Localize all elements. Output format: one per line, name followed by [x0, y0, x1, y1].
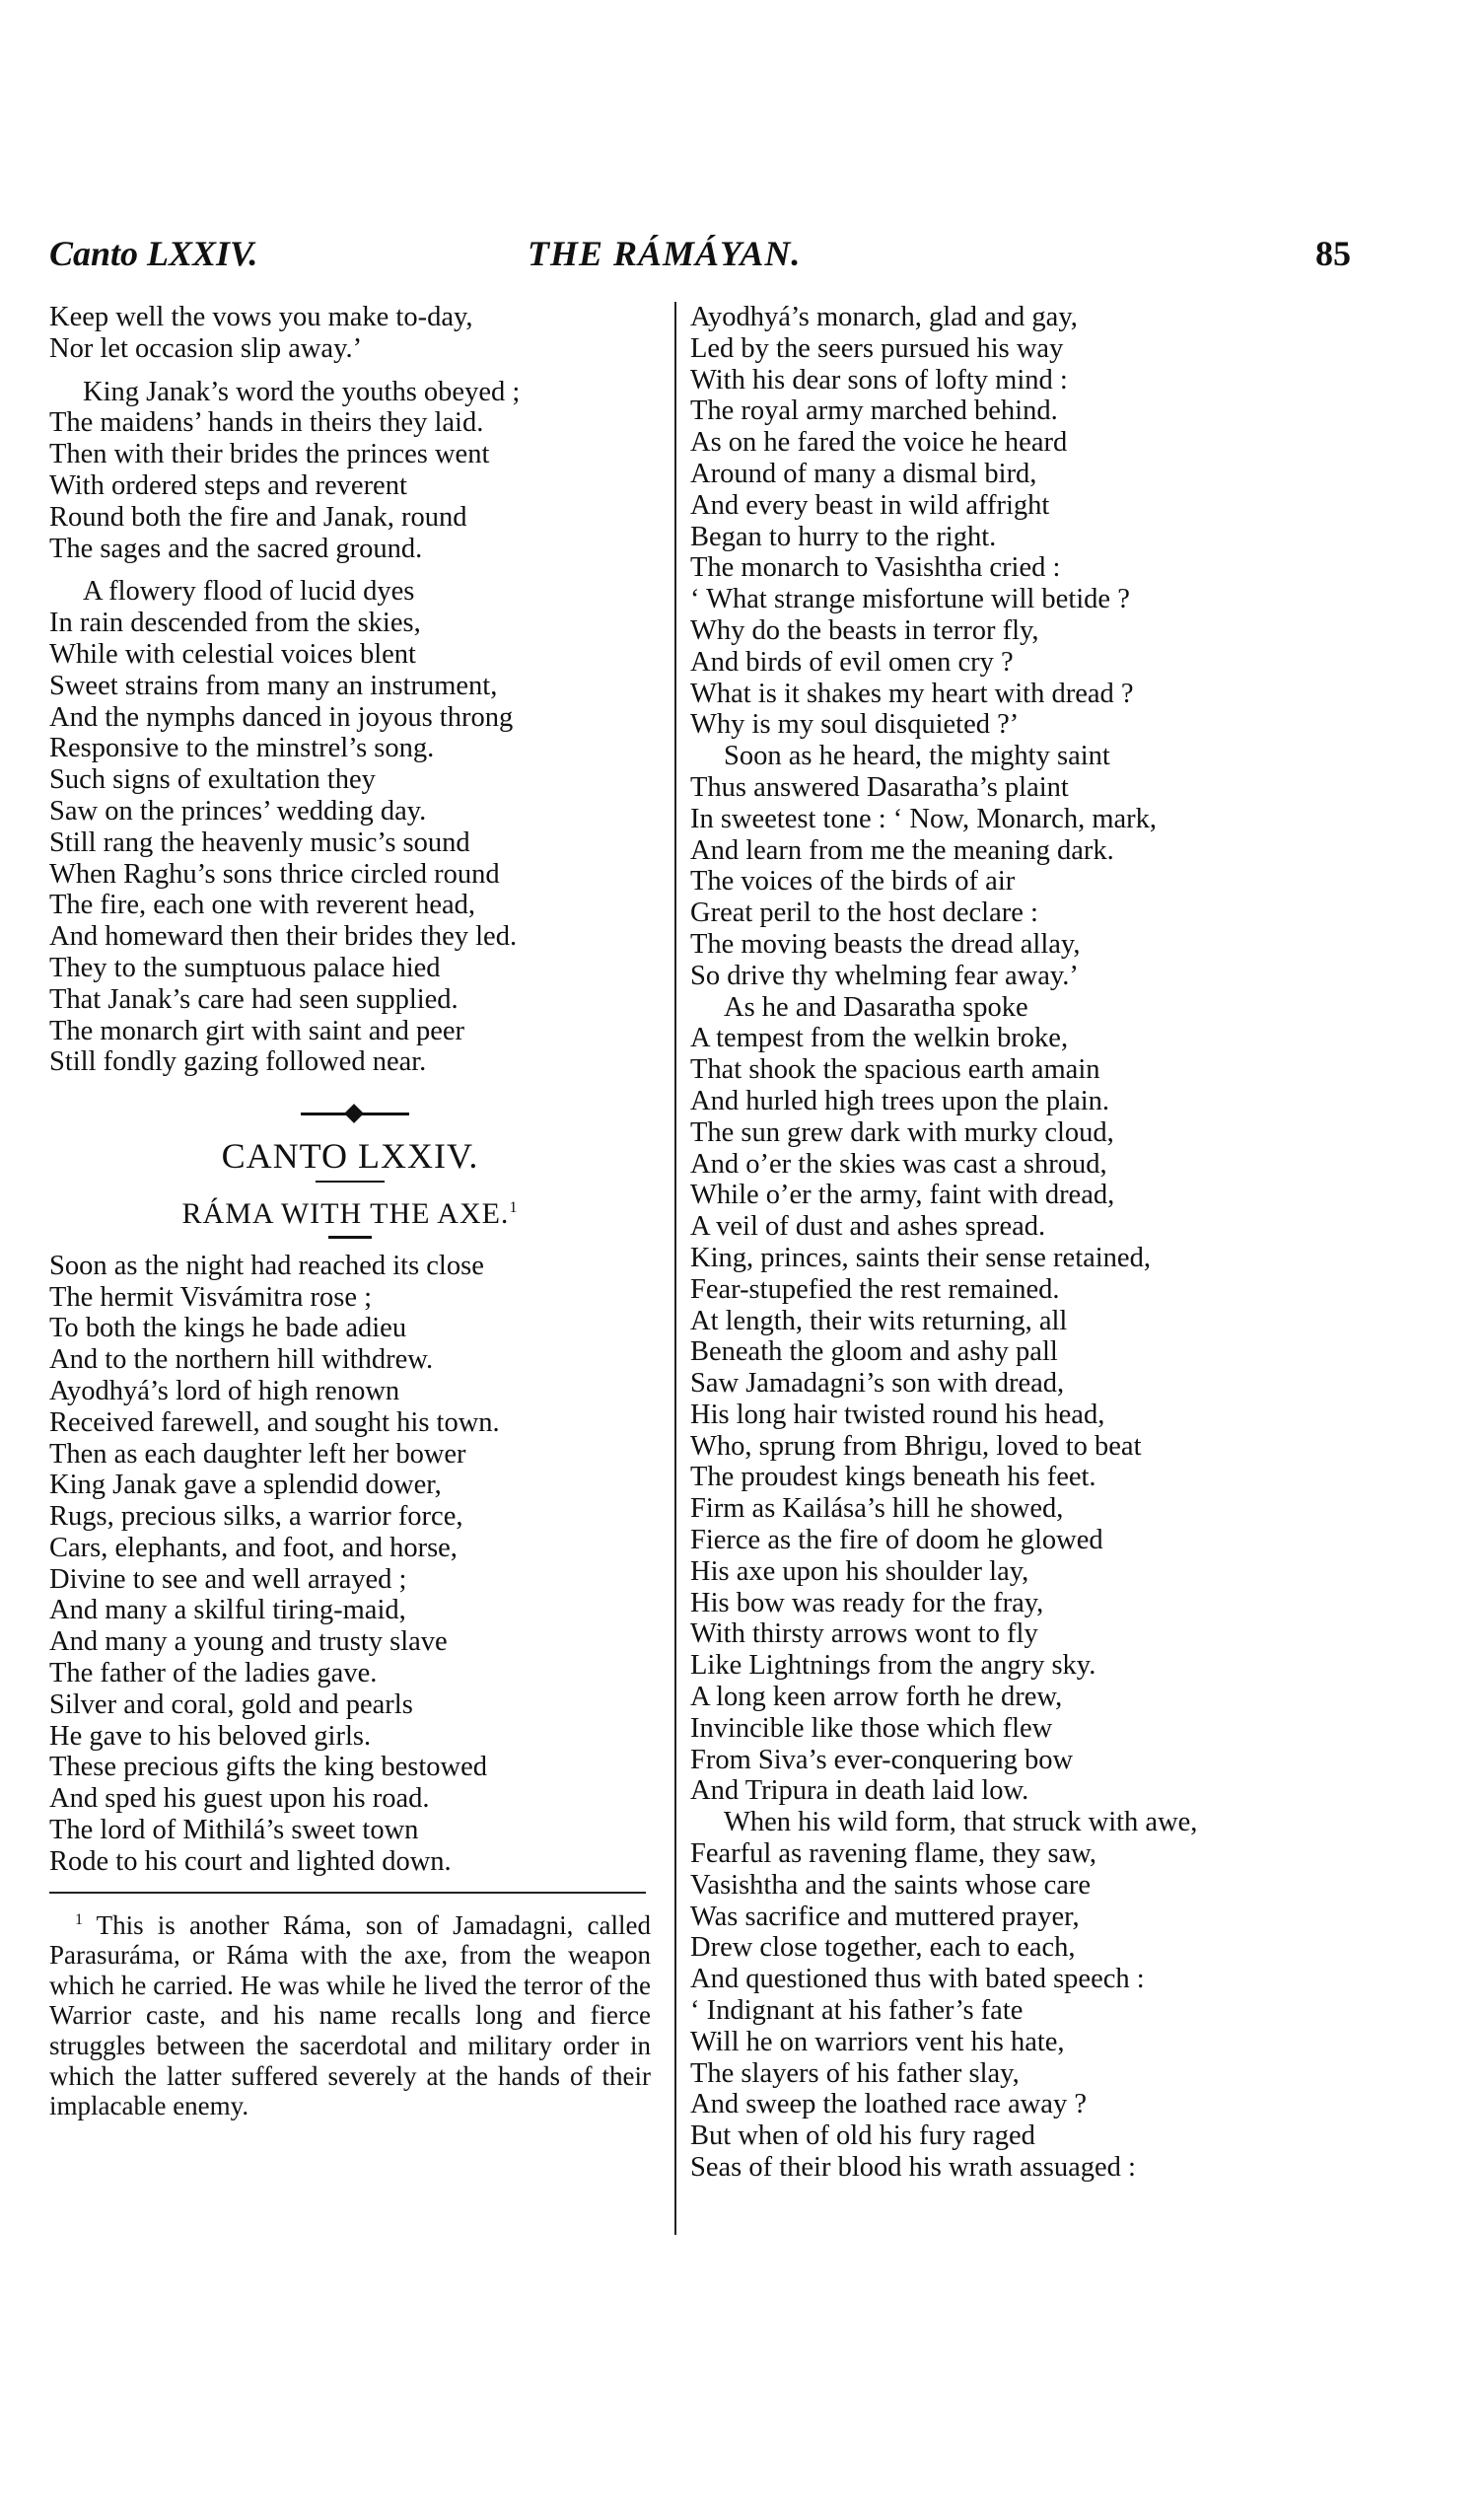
verse-line: Received farewell, and sought his town.	[49, 1406, 500, 1438]
verse-line: While o’er the army, faint with dread,	[690, 1180, 1115, 1211]
verse-line: The moving beasts the dread allay,	[690, 928, 1081, 960]
verse-line: Was sacrifice and muttered prayer,	[690, 1901, 1080, 1932]
verse-line: Rode to his court and lighted down.	[49, 1845, 452, 1877]
verse-line: They to the sumptuous palace hied	[49, 952, 441, 983]
verse-line: Sweet strains from many an instrument,	[49, 670, 498, 701]
verse-line: Began to hurry to the right.	[690, 521, 997, 552]
footnote-marker: 1	[509, 1198, 519, 1216]
verse-line: And birds of evil omen cry ?	[690, 646, 1014, 678]
stanza	[49, 576, 651, 1078]
verse-line: Firm as Kailása’s hill he showed,	[690, 1493, 1064, 1525]
verse-line: And hurled high trees upon the plain.	[690, 1085, 1110, 1116]
verse-line: Soon as he heard, the mighty saint	[724, 741, 1110, 772]
right-column	[690, 302, 1311, 2184]
verse-line: So drive thy whelming fear away.’	[690, 960, 1079, 991]
verse-line: And many a young and trusty slave	[49, 1626, 448, 1658]
book-title: THE RÁMÁYAN.	[528, 234, 802, 273]
verse-line: Beneath the gloom and ashy pall	[690, 1336, 1058, 1368]
verse-line: Great peril to the host declare :	[690, 898, 1038, 929]
divider	[316, 1181, 385, 1183]
verse-line: Vasishtha and the saints whose care	[690, 1869, 1092, 1901]
verse-line: Saw Jamadagni’s son with dread,	[690, 1368, 1065, 1400]
verse-line: Fierce as the fire of doom he glowed	[690, 1525, 1103, 1556]
verse-line: Fearful as ravening flame, they saw,	[690, 1838, 1097, 1870]
verse-line: The sages and the sacred ground.	[49, 533, 423, 564]
verse-line: And to the northern hill withdrew.	[49, 1344, 434, 1376]
verse-line: And questioned thus with bated speech :	[690, 1964, 1145, 1995]
verse-line: In rain descended from the skies,	[49, 608, 421, 639]
verse-line: Then as each daughter left her bower	[49, 1438, 466, 1470]
verse-line: When his wild form, that struck with awe,	[724, 1807, 1198, 1838]
verse-line: The maidens’ hands in theirs they laid.	[49, 407, 484, 439]
verse-line: Soon as the night had reached its close	[49, 1250, 484, 1281]
canto-subtitle: RÁMA WITH THE AXE.$^1$	[181, 1196, 519, 1230]
verse-line: That shook the spacious earth amain	[690, 1054, 1100, 1086]
verse-line: As he and Dasaratha spoke	[724, 991, 1028, 1023]
verse-line: Seas of their blood his wrath assuaged :	[690, 2152, 1136, 2184]
verse-line: Still rang the heavenly music’s sound	[49, 826, 470, 858]
verse-line: The sun grew dark with murky cloud,	[690, 1116, 1114, 1148]
section-ornament	[49, 1104, 651, 1123]
verse-line: And many a skilful tiring-maid,	[49, 1595, 406, 1626]
verse-line: A flowery flood of lucid dyes	[83, 576, 415, 608]
verse-line: And every beast in wild affright	[690, 489, 1050, 521]
verse-line: Ayodhyá’s monarch, glad and gay,	[690, 302, 1078, 332]
verse-line: Fear-stupefied the rest remained.	[690, 1273, 1060, 1305]
verse-line: Thus answered Dasaratha’s plaint	[690, 771, 1069, 803]
verse-line: As on he fared the voice he heard	[690, 427, 1068, 459]
verse-line: Silver and coral, gold and pearls	[49, 1688, 413, 1720]
verse-line: A long keen arrow forth he drew,	[690, 1682, 1063, 1713]
verse-line: Ayodhyá’s lord of high renown	[49, 1375, 400, 1406]
verse-line: With his dear sons of lofty mind :	[690, 364, 1068, 395]
verse-line: His axe upon his shoulder lay,	[690, 1555, 1029, 1587]
verse-line: His bow was ready for the fray,	[690, 1587, 1044, 1618]
verse-line: Cars, elephants, and foot, and horse,	[49, 1532, 458, 1563]
verse-line: When Raghu’s sons thrice circled round	[49, 858, 500, 890]
verse-line: Nor let occasion slip away.’	[49, 332, 363, 364]
verse-line: And the nymphs danced in joyous throng	[49, 701, 514, 733]
verse-line: And homeward then their brides they led.	[49, 921, 518, 953]
stanza	[49, 302, 651, 365]
verse-line: He gave to his beloved girls.	[49, 1720, 372, 1752]
stanza	[49, 1251, 651, 1878]
canto-heading: CANTO LXXIV.	[221, 1136, 479, 1177]
verse-line: And Tripura in death laid low.	[690, 1775, 1029, 1807]
verse-line: A tempest from the welkin broke,	[690, 1023, 1069, 1054]
verse-line: Still fondly gazing followed near.	[49, 1046, 427, 1078]
verse-line: To both the kings he bade adieu	[49, 1313, 407, 1344]
verse-line: Round both the fire and Janak, round	[49, 501, 467, 533]
verse-line: With thirsty arrows wont to fly	[690, 1618, 1038, 1650]
verse-line: But when of old his fury raged	[690, 2120, 1035, 2152]
verse-line: In sweetest tone : ‘ Now, Monarch, mark,	[690, 803, 1158, 834]
running-header	[49, 233, 1351, 282]
verse-line: Why is my soul disquieted ?’	[690, 709, 1020, 741]
verse-line: The proudest kings beneath his feet.	[690, 1462, 1096, 1493]
stanza	[49, 377, 651, 565]
verse-line: Such signs of exultation they	[49, 764, 376, 796]
verse-line: What is it shakes my heart with dread ?	[690, 678, 1134, 709]
verse-line: The voices of the birds of air	[690, 866, 1016, 898]
verse-line: Rugs, precious silks, a warrior force,	[49, 1501, 463, 1533]
verse-line: ‘ What strange misfortune will betide ?	[690, 584, 1130, 615]
verse-line: Will he on warriors vent his hate,	[690, 2026, 1065, 2057]
verse-line: King Janak gave a splendid dower,	[49, 1470, 442, 1501]
verse-line: The monarch girt with saint and peer	[49, 1015, 465, 1046]
canto-label: Canto LXXIV.	[49, 234, 258, 273]
verse-line: The slayers of his father slay,	[690, 2057, 1020, 2089]
verse-line: That Janak’s care had seen supplied.	[49, 983, 459, 1015]
verse-line: At length, their wits returning, all	[690, 1305, 1068, 1336]
left-column	[49, 302, 651, 2121]
verse-line: And sped his guest upon his road.	[49, 1783, 430, 1815]
verse-line: Around of many a dismal bird,	[690, 458, 1037, 489]
verse-line: Then with their brides the princes went	[49, 439, 490, 470]
verse-line: Invincible like those which flew	[690, 1712, 1053, 1744]
verse-line: His long hair twisted round his head,	[690, 1399, 1105, 1430]
column-divider	[674, 302, 676, 2235]
verse-line: The hermit Visvámitra rose ;	[49, 1281, 373, 1313]
verse-line: Keep well the vows you make to-day,	[49, 302, 473, 332]
verse-line: While with celestial voices blent	[49, 638, 416, 670]
verse-line: Saw on the princes’ wedding day.	[49, 795, 427, 826]
verse-line: The lord of Mithilá’s sweet town	[49, 1815, 419, 1846]
verse-line: Divine to see and well arrayed ;	[49, 1563, 407, 1595]
stanza	[690, 1807, 1311, 2184]
verse-line: Drew close together, each to each,	[690, 1932, 1076, 1964]
verse-line: A veil of dust and ashes spread.	[690, 1211, 1046, 1243]
verse-line: The father of the ladies gave.	[49, 1658, 378, 1689]
verse-line: The fire, each one with reverent head,	[49, 890, 476, 921]
stanza	[690, 992, 1311, 1808]
verse-line: The royal army marched behind.	[690, 395, 1058, 427]
verse-line: These precious gifts the king bestowed	[49, 1752, 488, 1783]
verse-line: Led by the seers pursued his way	[690, 332, 1064, 364]
footnote-rule	[49, 1892, 646, 1894]
page-number: 85	[1315, 234, 1351, 273]
divider	[328, 1236, 372, 1239]
verse-line: King, princes, saints their sense retained,	[690, 1242, 1151, 1273]
verse-line: With ordered steps and reverent	[49, 469, 407, 501]
verse-line: From Siva’s ever-conquering bow	[690, 1744, 1074, 1775]
verse-line: The monarch to Vasishtha cried :	[690, 552, 1061, 584]
verse-line: And sweep the loathed race away ?	[690, 2089, 1087, 2120]
verse-line: Like Lightnings from the angry sky.	[690, 1650, 1096, 1682]
verse-line: And o’er the skies was cast a shroud,	[690, 1148, 1107, 1180]
stanza	[690, 741, 1311, 991]
stanza	[690, 302, 1311, 741]
verse-line: Responsive to the minstrel’s song.	[49, 733, 435, 764]
verse-line: ‘ Indignant at his father’s fate	[690, 1995, 1024, 2027]
verse-line: King Janak’s word the youths obeyed ;	[83, 376, 521, 407]
verse-line: And learn from me the meaning dark.	[690, 834, 1114, 866]
verse-line: Why do the beasts in terror fly,	[690, 614, 1039, 646]
footnote: $^1$ This is another Ráma, son of Jamadagni, called Parasuráma, or Ráma with the axe, from the weapon which he carried. He was while he lived the terror of the Warrior caste, and his name recalls long and fierce struggles between the sacerdotal and military order in which the latter suffered severely at the hands of their implacable enemy.	[49, 1909, 651, 2121]
verse-line: Who, sprung from Bhrigu, loved to beat	[690, 1430, 1142, 1462]
